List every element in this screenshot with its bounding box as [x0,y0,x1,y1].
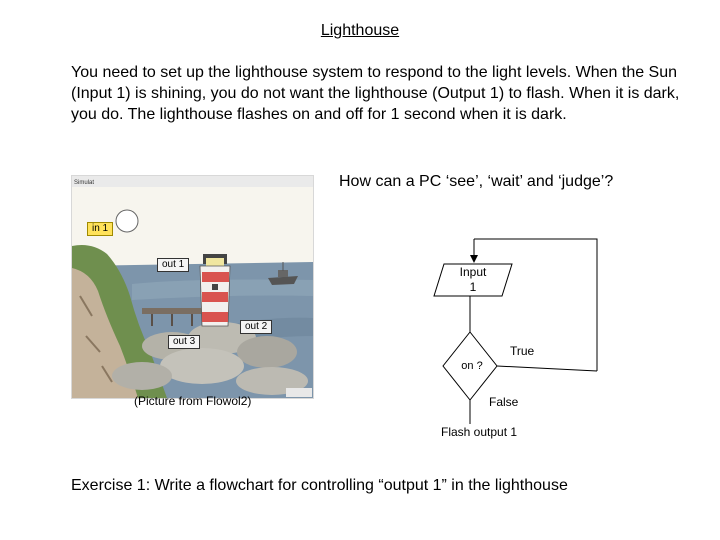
input-1-label: in 1 [87,222,113,236]
question-text: How can a PC ‘see’, ‘wait’ and ‘judge’? [339,173,614,190]
true-branch-line [497,366,597,371]
intro-paragraph: You need to set up the lighthouse system to respond to the light levels. When the Sun (Input 1) is shining, you do not want the lighthouse (Output 1) to flash. When it is dark, you do. The lighthouse flashes on and off for 1 second when it is dark. [71,64,680,123]
decision-text: on ? [461,360,483,372]
true-label: True [510,344,535,358]
exercise-text: Exercise 1: Write a flowchart for controlling “output 1” in the lighthouse [71,477,568,494]
input-text-line2: 1 [469,280,477,294]
picture-caption: (Picture from Flowol2) [134,394,252,408]
false-label: False [489,395,519,409]
output-step-text: Flash output 1 [441,425,518,439]
output-2-label: out 2 [240,320,272,334]
page-title: Lighthouse [320,22,400,39]
window-title: Simulat [74,180,95,186]
output-1-label: out 1 [157,258,189,272]
input-text-line1: Input [459,265,487,279]
output-3-label: out 3 [168,335,200,349]
loop-connector-top [474,239,597,371]
